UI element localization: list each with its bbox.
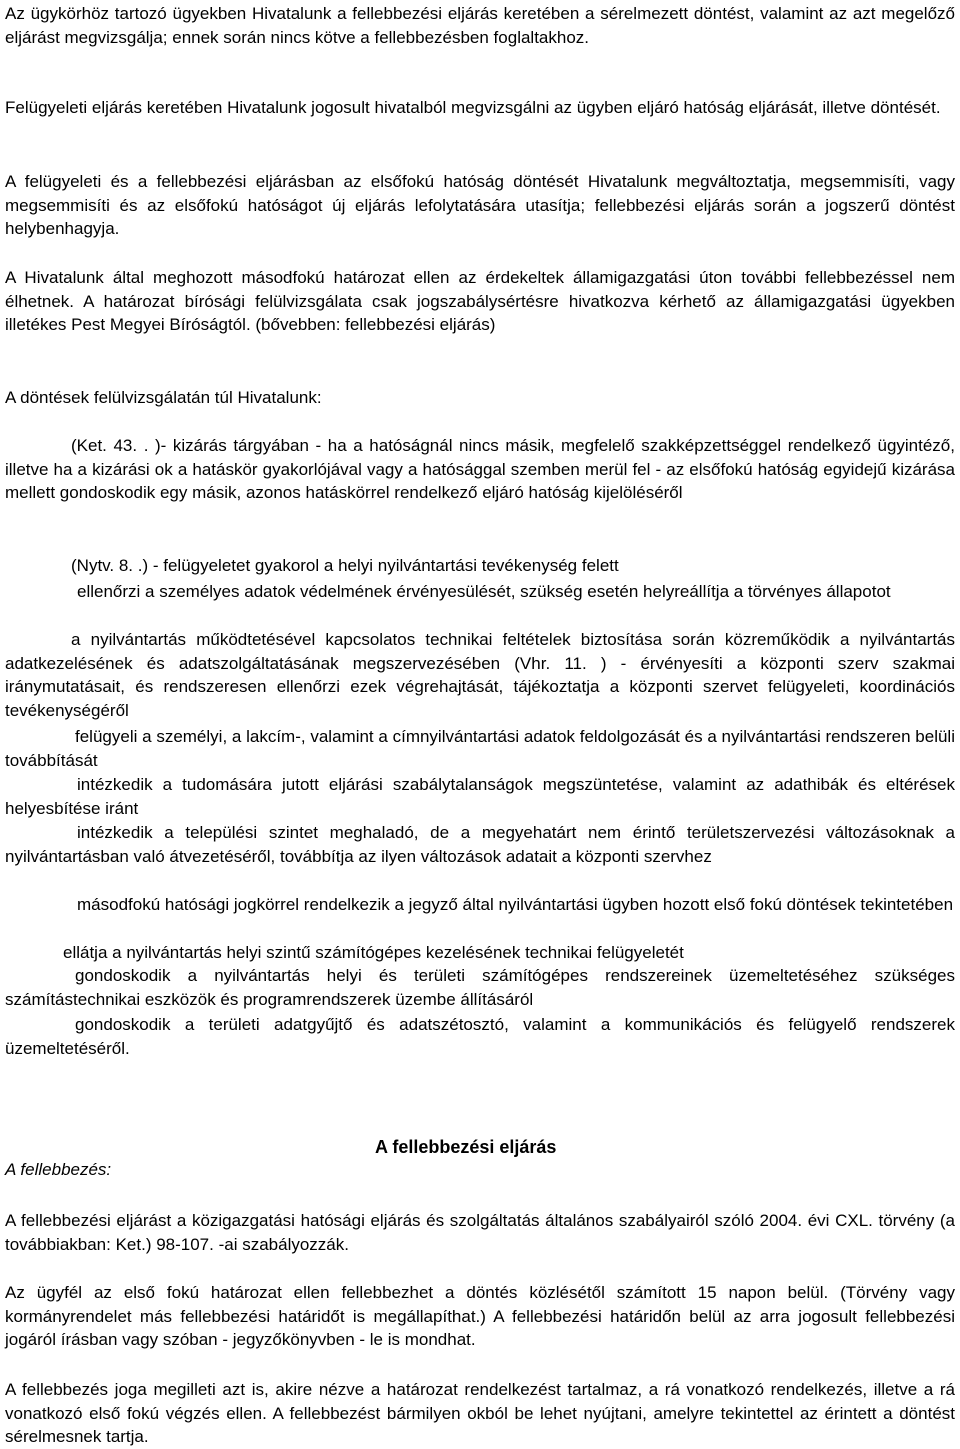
list-item-supervise-data: felügyeli a személyi, a lakcím-, valamint a címnyilvántartási adatok feldolgozását és a nyilvántartási rendszeren belüli továbbítását [5, 727, 955, 770]
paragraph-appeal-procedure: A fellebbezési eljárást a közigazgatási hatósági eljárás és szolgáltatás általános szabályairól szóló 2004. évi CXL. törvény (a továbbiakban: Ket.) 98-107. -ai szabályozzák. [5, 1211, 955, 1254]
paragraph-appeal-right: A fellebbezés joga megilleti azt is, akire nézve a határozat rendelkezést tartalmaz, a rá vonatkozó rendelkezés, illetve a rá vonatkozó első fokú végzés ellen. A fellebbezést bármilyen okból be lehet nyújtani, amelyre tekintettel az érintett a döntést sérelmesnek tartja. [5, 1380, 955, 1447]
paragraph-review-intro: A döntések felülvizsgálatán túl Hivatalunk: [5, 388, 322, 407]
subheading-appeal: A fellebbezés: [5, 1160, 112, 1179]
paragraph-ket-43: (Ket. 43. . )- kizárás tárgyában - ha a hatóságnál nincs másik, megfelelő szakképzettséggel rendelkező ügyintéző, illetve ha a kizárási ok a hatáskör gyakorlójával vagy a hatósággal szemben merül fel - az elsőfokú hatóság egyidejű kizárása mellett gondoskodik egy másik, azonos hatáskörrel rendelkező eljáró hatóság kijelöléséről [5, 436, 955, 503]
list-item-second-instance-authority: másodfokú hatósági jogkörrel rendelkezik a jegyző által nyilvántartási ügyben hozott első fokú döntések tekintetében [77, 895, 954, 914]
list-item-irregularities: intézkedik a tudomására jutott eljárási szabálytalanságok megszüntetése, valamint az adathibák és eltérések helyesbítése iránt [5, 775, 955, 818]
list-item-it-systems: gondoskodik a nyilvántartás helyi és területi számítógépes rendszereinek üzemeltetéséhez szükséges számítástechnikai eszközök és programrendszerek üzembe állításáról [5, 966, 955, 1009]
list-item-communication-systems: gondoskodik a területi adatgyűjtő és adatszétosztó, valamint a kommunikációs és felügyelő rendszerek üzemeltetéséről. [5, 1015, 955, 1058]
paragraph-intro: Az ügykörhöz tartozó ügyekben Hivatalunk a fellebbezési eljárás keretében a sérelmezett döntést, valamint az azt megelőző eljárást megvizsgálja; ennek során nincs kötve a fellebbezésben foglaltakhoz. [5, 4, 955, 47]
paragraph-decision: A felügyeleti és a fellebbezési eljárásban az elsőfokú hatóság döntését Hivatalunk megváltoztatja, megsemmisíti, vagy megsemmisíti és az elsőfokú hatóságot új eljárás lefolytatására utasítja; fellebbezési eljárás során a jogszerű döntést helybenhagyja. [5, 172, 955, 239]
list-item-territorial-changes: intézkedik a települési szintet meghaladó, de a megyehatárt nem érintő területszervezési változásoknak a nyilvántartásban való átvezetéséről, továbbítja az ilyen változások adatait a központi szervhez [5, 823, 955, 866]
paragraph-supervision: Felügyeleti eljárás keretében Hivatalunk jogosult hivatalból megvizsgálni az ügyben eljáró hatóság eljárását, illetve döntését. [5, 98, 941, 117]
section-heading: A fellebbezési eljárás [375, 1137, 557, 1157]
paragraph-nytv-8: (Nytv. 8. .) - felügyeletet gyakorol a helyi nyilvántartási tevékenység felett [71, 556, 619, 575]
paragraph-appeal-deadline: Az ügyfél az első fokú határozat ellen fellebbezhet a döntés közlésétől számított 15 napon belül. (Törvény vagy kormányrendelet más fellebbezési határidőt is megállapíthat.) A fellebbezési határidőn belül az arra jogosult fellebbezési jogáról írásban vagy szóban - jegyzőkönyvben - le is mondhat. [5, 1283, 955, 1350]
list-item-technical-conditions: a nyilvántartás működtetésével kapcsolatos technikai feltételek biztosítása során közreműködik a nyilvántartás adatkezelésének és adatszolgáltatásának megszervezésében (Vhr. 11. ) - érvényesíti a központi szerv szakmai iránymutatásait, és rendszeresen ellenőrzi ezek végrehajtását, tájékoztatja a központi szervet felügyeleti, koordinációs tevékenységéről [5, 630, 955, 720]
list-item-data-protection: ellenőrzi a személyes adatok védelmének érvényesülését, szükség esetén helyreállítja a törvényes állapotot [77, 582, 891, 601]
paragraph-second-instance: A Hivatalunk által meghozott másodfokú határozat ellen az érdekeltek államigazgatási úton további fellebbezéssel nem élhetnek. A határozat bírósági felülvizsgálata csak jogszabálysértésre hivatkozva kérhető az államigazgatási ügyekben illetékes Pest Megyei Bíróságtól. (bővebben: fellebbezési eljárás) [5, 268, 955, 335]
list-item-technical-supervision: ellátja a nyilvántartás helyi szintű számítógépes kezelésének technikai felügyeletét [63, 943, 684, 962]
